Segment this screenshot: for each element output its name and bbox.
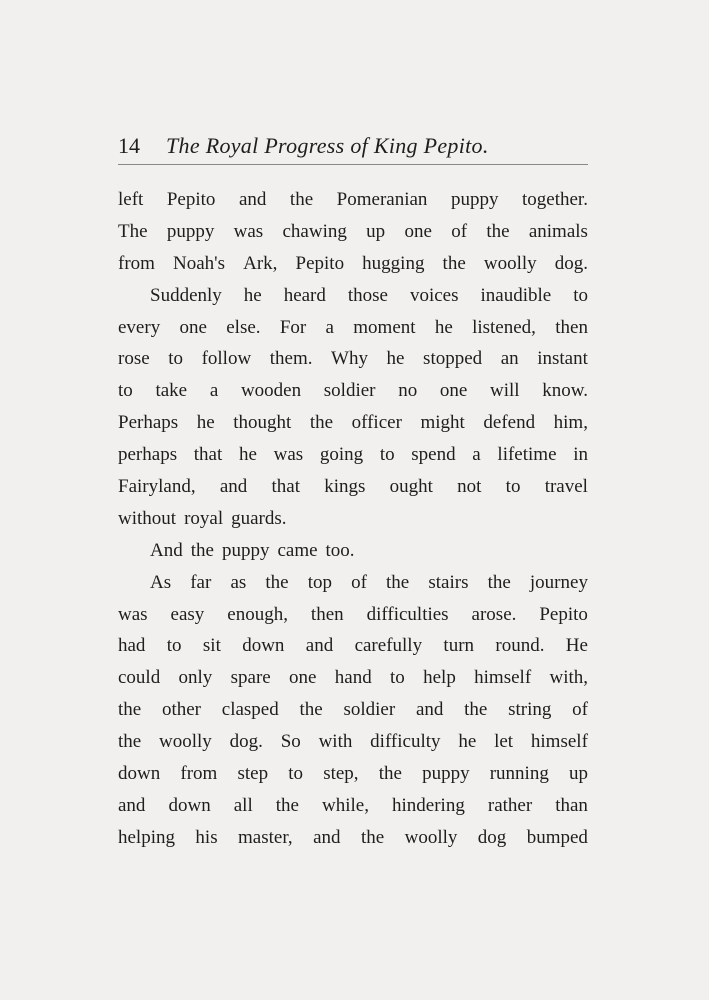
- word: let: [494, 731, 514, 753]
- word: and: [415, 699, 444, 721]
- word: the: [378, 763, 402, 785]
- text-line: [118, 375, 588, 407]
- word: puppy: [422, 763, 470, 785]
- word: up: [366, 220, 386, 242]
- word: carefully: [354, 635, 423, 657]
- word: one: [179, 316, 207, 338]
- word: arose.: [471, 603, 517, 625]
- word: to: [166, 635, 182, 657]
- text-line: [118, 694, 588, 726]
- word: Pomeranian: [336, 189, 428, 210]
- word: helping: [118, 826, 175, 848]
- word: stopped: [423, 348, 483, 370]
- text-line: [118, 343, 588, 375]
- word: came: [277, 539, 318, 561]
- word: woolly: [404, 826, 458, 848]
- word: to: [390, 667, 405, 689]
- word: travel: [544, 476, 588, 498]
- word: to: [379, 444, 395, 466]
- word: him,: [553, 412, 588, 434]
- word: the: [464, 699, 488, 721]
- word: take: [155, 380, 188, 402]
- word: woolly: [483, 252, 537, 274]
- word: the: [487, 571, 511, 593]
- word: know.: [542, 380, 588, 402]
- word: puppy: [450, 189, 499, 210]
- text-line: [118, 662, 588, 694]
- word: guards.: [231, 507, 287, 529]
- word: every: [118, 316, 161, 338]
- word: hindering: [392, 794, 465, 816]
- word: he: [434, 316, 453, 338]
- word: the: [486, 220, 510, 242]
- word: sit: [202, 635, 221, 657]
- word: he: [458, 731, 477, 753]
- word: his: [195, 826, 218, 848]
- text-line: [118, 216, 588, 248]
- word: himself: [530, 731, 588, 753]
- word: that: [271, 476, 300, 498]
- word: that: [193, 444, 223, 466]
- page-header: [118, 130, 588, 165]
- word: step: [237, 763, 269, 785]
- word: those: [347, 284, 388, 306]
- word: royal: [184, 507, 224, 529]
- word: kings: [324, 476, 366, 498]
- word: the: [360, 826, 385, 848]
- word: puppy: [166, 220, 215, 242]
- word: dog.: [229, 731, 263, 753]
- word: follow: [201, 348, 252, 370]
- word: the: [442, 252, 466, 274]
- word: top: [307, 571, 332, 593]
- word: to: [118, 380, 133, 402]
- word: then: [555, 316, 588, 338]
- word: enough,: [227, 603, 288, 625]
- word: step,: [323, 763, 359, 785]
- word: was: [273, 444, 304, 466]
- word: down: [242, 635, 285, 657]
- word: spare: [230, 667, 271, 689]
- word: and: [305, 635, 334, 657]
- word: spend: [411, 444, 456, 466]
- word: to: [168, 348, 183, 370]
- text-line: [118, 599, 588, 631]
- text-line: [118, 471, 588, 503]
- word: as: [230, 571, 247, 593]
- word: Pepito: [539, 603, 588, 625]
- word: chawing: [282, 220, 347, 242]
- word: one: [439, 380, 468, 402]
- word: Ark,: [243, 252, 278, 274]
- word: the: [190, 539, 214, 561]
- word: up: [569, 763, 588, 785]
- word: was: [233, 220, 264, 242]
- word: rather: [487, 794, 533, 816]
- word: a: [209, 380, 219, 402]
- word: journey: [529, 571, 588, 593]
- word: the: [386, 571, 410, 593]
- word: going: [319, 444, 364, 466]
- word: to: [505, 476, 521, 498]
- word: them.: [269, 348, 313, 370]
- text-line: [118, 535, 588, 567]
- word: soldier: [343, 699, 396, 721]
- word: woolly: [159, 731, 212, 753]
- text-line: [118, 758, 588, 790]
- word: to: [288, 763, 304, 785]
- word: inaudible: [480, 284, 552, 306]
- word: he: [196, 412, 215, 434]
- text-line: [118, 439, 588, 471]
- word: might: [420, 412, 465, 434]
- word: instant: [537, 348, 588, 370]
- word: And: [150, 539, 183, 561]
- word: string: [508, 699, 552, 721]
- word: will: [490, 380, 520, 402]
- word: master,: [238, 826, 293, 848]
- word: and: [313, 826, 341, 848]
- word: the: [289, 189, 314, 210]
- word: he: [243, 284, 262, 306]
- word: the: [309, 412, 334, 434]
- word: difficulty: [370, 731, 441, 753]
- word: the: [118, 699, 142, 721]
- word: As: [150, 571, 172, 593]
- word: in: [573, 444, 588, 466]
- word: Pepito: [166, 189, 216, 210]
- text-line: [118, 503, 588, 535]
- word: from: [180, 763, 218, 785]
- text-line: [118, 184, 588, 216]
- word: the: [299, 699, 323, 721]
- word: of: [572, 699, 588, 721]
- word: an: [500, 348, 519, 370]
- word: soldier: [323, 380, 376, 402]
- word: only: [178, 667, 213, 689]
- text-line: [118, 726, 588, 758]
- word: turn: [443, 635, 475, 657]
- text-line: [118, 822, 588, 854]
- word: from: [118, 252, 155, 274]
- word: than: [555, 794, 588, 816]
- word: thought: [233, 412, 292, 434]
- word: one: [404, 220, 432, 242]
- word: all: [233, 794, 253, 816]
- word: the: [118, 731, 142, 753]
- text-line: [118, 630, 588, 662]
- word: of: [451, 220, 468, 242]
- word: animals: [528, 220, 588, 242]
- word: a: [472, 444, 481, 466]
- word: clasped: [221, 699, 279, 721]
- word: bumped: [526, 826, 588, 848]
- word: without: [118, 507, 177, 529]
- word: then: [310, 603, 344, 625]
- body-text: [118, 184, 588, 854]
- word: ought: [389, 476, 433, 498]
- text-line: [118, 790, 588, 822]
- word: the: [265, 571, 289, 593]
- word: officer: [351, 412, 402, 434]
- text-line: [118, 567, 588, 599]
- word: round.: [495, 635, 545, 657]
- text-line: [118, 280, 588, 312]
- word: puppy: [221, 539, 270, 561]
- word: listened,: [472, 316, 536, 338]
- word: Suddenly: [150, 284, 222, 306]
- word: a: [325, 316, 334, 338]
- word: wooden: [240, 380, 302, 402]
- word: too.: [325, 539, 355, 561]
- word: hugging: [362, 252, 425, 274]
- word: and: [219, 476, 248, 498]
- running-title: The Royal Progress of King Pepito.: [166, 133, 489, 158]
- word: and: [118, 794, 146, 816]
- word: down: [118, 763, 161, 785]
- word: lifetime: [497, 444, 557, 466]
- word: running: [489, 763, 549, 785]
- word: to: [573, 284, 588, 306]
- word: Perhaps: [118, 412, 179, 434]
- word: hand: [334, 667, 372, 689]
- word: Fairyland,: [118, 476, 196, 498]
- word: other: [161, 699, 202, 721]
- word: himself: [474, 667, 532, 689]
- word: with: [318, 731, 353, 753]
- word: The: [118, 220, 148, 242]
- word: Why: [331, 348, 368, 370]
- page-number: 14: [118, 133, 140, 158]
- word: moment: [353, 316, 416, 338]
- word: and: [238, 189, 267, 210]
- word: perhaps: [118, 444, 178, 466]
- word: else.: [226, 316, 261, 338]
- word: dog: [477, 826, 507, 848]
- word: together.: [522, 189, 588, 210]
- word: no: [398, 380, 418, 402]
- word: Pepito: [295, 252, 345, 274]
- word: of: [351, 571, 367, 593]
- word: the: [275, 794, 299, 816]
- word: could: [118, 667, 161, 689]
- word: defend: [483, 412, 536, 434]
- word: rose: [118, 348, 150, 370]
- word: left: [118, 189, 144, 210]
- text-line: [118, 407, 588, 439]
- word: with,: [549, 667, 588, 689]
- word: down: [168, 794, 211, 816]
- word: he: [386, 348, 405, 370]
- word: was: [118, 603, 148, 625]
- word: he: [238, 444, 257, 466]
- text-line: [118, 312, 588, 344]
- word: while,: [322, 794, 369, 816]
- word: dog.: [554, 252, 588, 274]
- word: stairs: [428, 571, 469, 593]
- word: voices: [409, 284, 459, 306]
- word: Noah's: [173, 252, 226, 274]
- word: one: [289, 667, 317, 689]
- word: So: [280, 731, 301, 753]
- word: help: [423, 667, 456, 689]
- word: far: [190, 571, 212, 593]
- word: He: [565, 635, 588, 657]
- word: difficulties: [366, 603, 449, 625]
- text-line: [118, 248, 588, 280]
- word: For: [279, 316, 307, 338]
- word: heard: [283, 284, 326, 306]
- word: not: [457, 476, 482, 498]
- word: had: [118, 635, 146, 657]
- word: easy: [170, 603, 205, 625]
